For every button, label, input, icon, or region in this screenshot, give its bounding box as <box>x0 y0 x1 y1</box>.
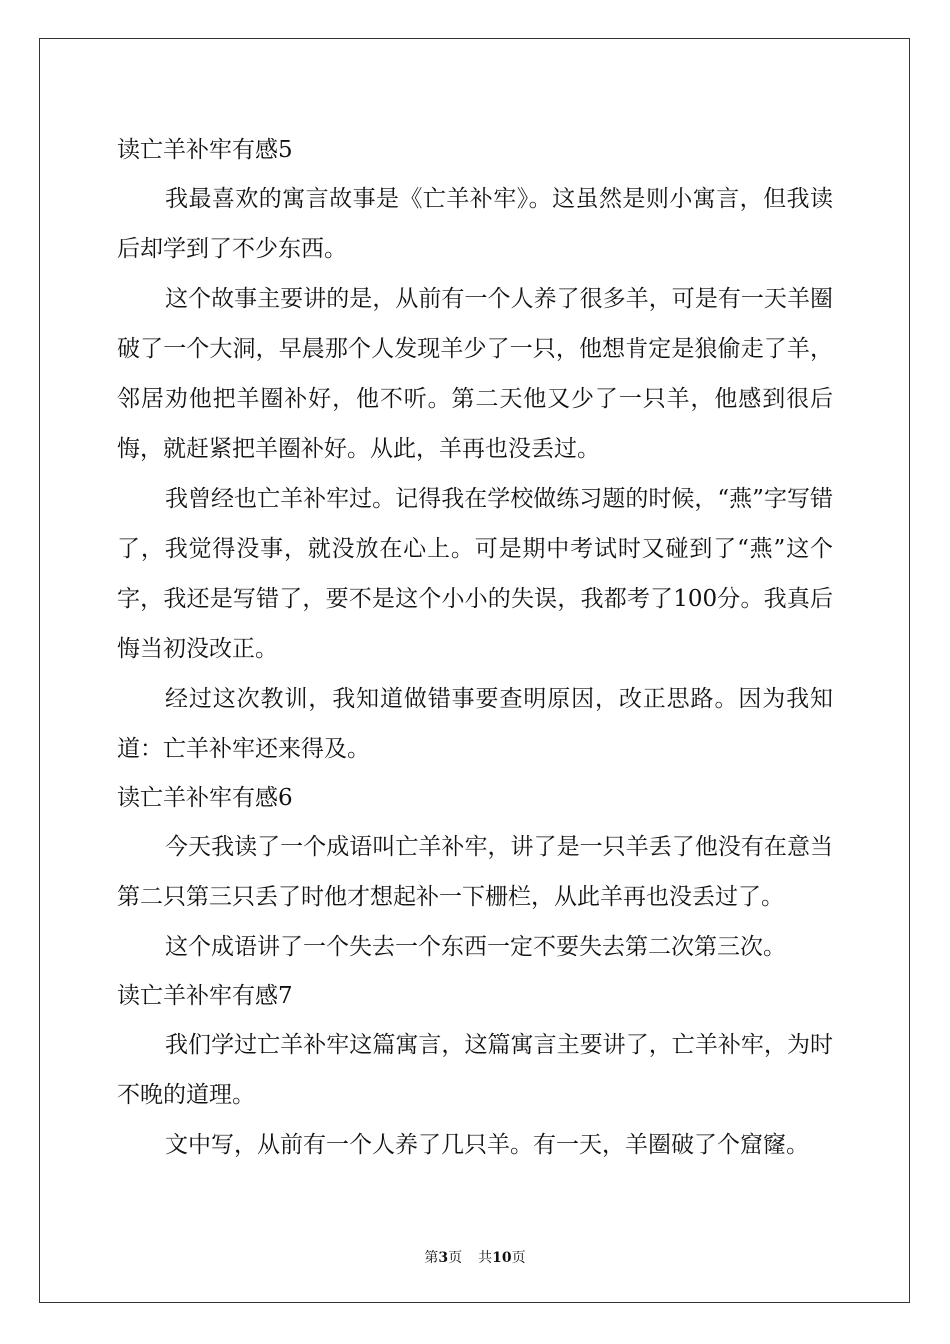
total-prefix: 共 <box>478 1250 493 1266</box>
page-suffix: 页 <box>448 1250 463 1266</box>
paragraph: 我最喜欢的寓言故事是《亡羊补牢》。这虽然是则小寓言，但我读后却学到了不少东西。 <box>117 186 833 262</box>
paragraph: 今天我读了一个成语叫亡羊补牢，讲了是一只羊丢了他没有在意当第二只第三只丢了时他才想起补一下栅栏，从此羊再也没丢过了。 <box>117 834 833 910</box>
paragraph: 我们学过亡羊补牢这篇寓言，这篇寓言主要讲了，亡羊补牢，为时不晚的道理。 <box>117 1032 833 1108</box>
paragraph: 我曾经也亡羊补牢过。记得我在学校做练习题的时候，“燕”字写错了，我觉得没事，就没放在心上。可是期中考试时又碰到了“燕”这个字，我还是写错了，要不是这个小小的失误，我都考了100分。我真后悔当初没改正。 <box>117 486 833 662</box>
section-heading: 读亡羊补牢有感5 <box>117 137 293 163</box>
paragraph: 经过这次教训，我知道做错事要查明原因，改正思路。因为我知道：亡羊补牢还来得及。 <box>117 686 833 762</box>
page-number: 3 <box>438 1250 449 1266</box>
page-footer <box>0 1248 950 1268</box>
total-suffix: 页 <box>511 1250 526 1266</box>
paragraph: 文中写，从前有一个人养了几只羊。有一天，羊圈破了个窟窿。 <box>165 1132 809 1158</box>
paragraph: 这个故事主要讲的是，从前有一个人养了很多羊，可是有一天羊圈破了一个大洞，早晨那个人发现羊少了一只，他想肯定是狼偷走了羊，邻居劝他把羊圈补好，他不听。第二天他又少了一只羊，他感到很后悔，就赶紧把羊圈补好。从此，羊再也没丢过。 <box>117 286 833 462</box>
section-heading: 读亡羊补牢有感6 <box>117 785 293 811</box>
paragraph: 这个成语讲了一个失去一个东西一定不要失去第二次第三次。 <box>165 934 786 960</box>
total-pages: 10 <box>492 1250 512 1266</box>
page-prefix: 第 <box>424 1250 439 1266</box>
document-body <box>117 126 833 1170</box>
section-heading: 读亡羊补牢有感7 <box>117 983 293 1009</box>
